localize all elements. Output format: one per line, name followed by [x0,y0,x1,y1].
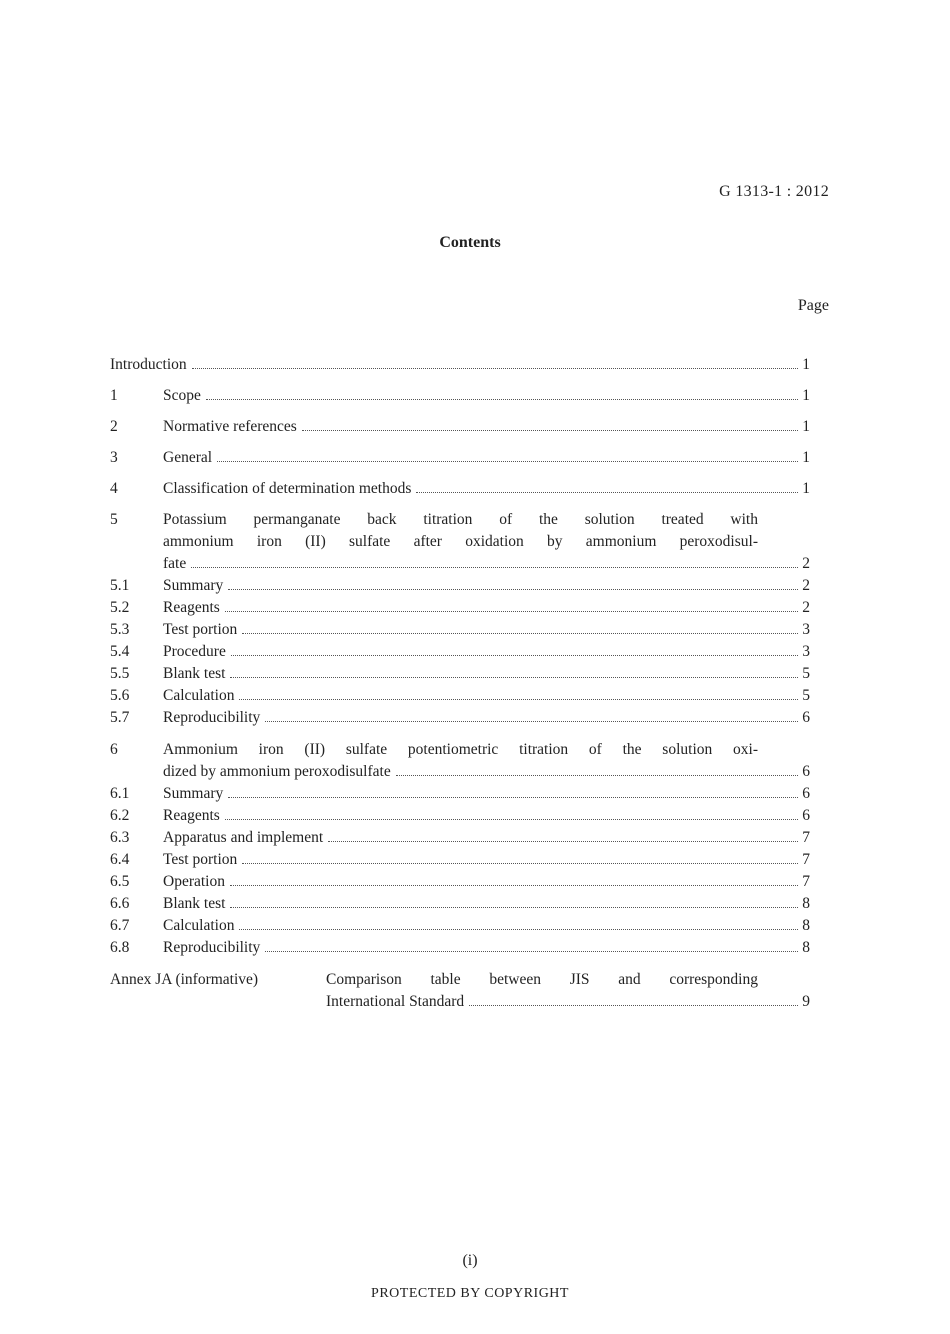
toc-page-number: 7 [802,873,810,890]
toc-entry-title: Summary [163,785,224,802]
toc-entry-title: Scope [163,387,201,404]
toc-section-number: 5.7 [110,709,130,726]
toc-section-6-number-row [110,741,170,763]
toc-entry-title: International Standard [326,993,465,1010]
toc-section-number: 1 [110,387,118,404]
dot-leader [469,1005,798,1006]
dot-leader [225,819,798,820]
toc-section-number: 5.2 [110,599,130,616]
page-column-label: Page [797,297,829,314]
toc-entry-5-7[interactable] [110,709,810,731]
toc-entry-6-1[interactable] [110,785,810,807]
toc-entry-scope[interactable] [110,387,810,409]
annex-title-line-1[interactable]: Comparison table between JIS and corresponding [326,971,758,988]
toc-entry-annex-ja[interactable] [326,993,810,1015]
toc-entry-general[interactable] [110,449,810,471]
toc-entry-5-4[interactable] [110,643,810,665]
dot-leader [192,368,798,369]
toc-page-number: 3 [802,643,810,660]
toc-entry-title: Operation [163,873,225,890]
toc-section-number: 5.6 [110,687,130,704]
toc-section-number: 5.1 [110,577,130,594]
toc-entry-title: Summary [163,577,224,594]
toc-section-5-number-row [110,511,170,533]
toc-page-number: 6 [802,807,810,824]
page-folio: (i) [462,1252,478,1269]
toc-entry-title: Introduction [110,356,187,373]
toc-entry-title: Blank test [163,895,226,912]
toc-page-number: 9 [802,993,810,1010]
toc-entry-6-5[interactable] [110,873,810,895]
toc-page-number: 1 [802,387,810,404]
dot-leader [239,699,798,700]
toc-section-5-title-line-1[interactable]: Potassium permanganate back titration of the solution treated with [163,511,758,528]
toc-page-number: 2 [802,577,810,594]
toc-section-number: 6.7 [110,917,130,934]
toc-entry-title: Reagents [163,599,220,616]
dot-leader [396,775,798,776]
dot-leader [230,677,798,678]
toc-section-number: 5.5 [110,665,130,682]
toc-page-number: 1 [802,449,810,466]
toc-page-number: 5 [802,665,810,682]
toc-entry-title: Apparatus and implement [163,829,324,846]
toc-entry-5-2[interactable] [110,599,810,621]
dot-leader [228,589,798,590]
toc-section-number: 6.5 [110,873,130,890]
toc-entry-5-5[interactable] [110,665,810,687]
toc-section-number: 5.4 [110,643,130,660]
toc-page-number: 7 [802,851,810,868]
toc-section-number: 6.1 [110,785,130,802]
toc-entry-title: dized by ammonium peroxodisulfate [163,763,391,780]
copyright-notice: PROTECTED BY COPYRIGHT [371,1286,569,1301]
toc-page-number: 1 [802,480,810,497]
toc-entry-title: General [163,449,213,466]
toc-section-number: 6.3 [110,829,130,846]
toc-section-5-title-line-2[interactable]: ammonium iron (II) sulfate after oxidation by ammonium peroxodisul- [163,533,758,550]
toc-entry-normative-references[interactable] [110,418,810,440]
toc-page-number: 6 [802,785,810,802]
toc-entry-5-6[interactable] [110,687,810,709]
dot-leader [328,841,798,842]
toc-section-number: 3 [110,449,118,466]
toc-entry-title: fate [163,555,187,572]
dot-leader [217,461,798,462]
annex-label: Annex JA (informative) [110,971,259,988]
toc-page-number: 3 [802,621,810,638]
toc-page-number: 2 [802,555,810,572]
toc-entry-title: Reagents [163,807,220,824]
toc-entry-5-3[interactable] [110,621,810,643]
toc-entry-5-1[interactable] [110,577,810,599]
toc-section-number: 5 [110,511,118,528]
toc-section-number: 4 [110,480,118,497]
toc-section-number: 6.2 [110,807,130,824]
standard-id: G 1313-1 : 2012 [719,183,829,200]
toc-entry-title: Classification of determination methods [163,480,412,497]
toc-page-number: 8 [802,917,810,934]
toc-entry-6-6[interactable] [110,895,810,917]
toc-entry-title: Normative references [163,418,297,435]
toc-entry-classification[interactable] [110,480,810,502]
toc-section-number: 6.6 [110,895,130,912]
dot-leader [242,863,798,864]
toc-page-number: 6 [802,763,810,780]
dot-leader [230,885,798,886]
toc-section-number: 5.3 [110,621,130,638]
toc-page-number: 8 [802,939,810,956]
toc-entry-introduction[interactable] [110,356,810,378]
dot-leader [242,633,798,634]
toc-entry-6-4[interactable] [110,851,810,873]
dot-leader [239,929,798,930]
toc-entry-title: Reproducibility [163,709,261,726]
toc-section-number: 6.8 [110,939,130,956]
dot-leader [302,430,798,431]
toc-page-number: 5 [802,687,810,704]
toc-entry-6-7[interactable] [110,917,810,939]
toc-page-number: 2 [802,599,810,616]
toc-page-number: 1 [802,356,810,373]
toc-entry-6-2[interactable] [110,807,810,829]
toc-entry-title: Calculation [163,687,235,704]
toc-entry-6-8[interactable] [110,939,810,961]
dot-leader [265,951,798,952]
toc-entry-section-5[interactable] [163,555,810,577]
dot-leader [206,399,798,400]
dot-leader [230,907,798,908]
toc-entry-section-6[interactable] [163,763,810,785]
toc-section-6-title-line-1[interactable]: Ammonium iron (II) sulfate potentiometric titration of the solution oxi- [163,741,758,758]
toc-entry-title: Reproducibility [163,939,261,956]
toc-section-number: 6 [110,741,118,758]
toc-section-number: 2 [110,418,118,435]
dot-leader [231,655,798,656]
toc-entry-title: Test portion [163,621,238,638]
toc-page-number: 7 [802,829,810,846]
toc-entry-title: Test portion [163,851,238,868]
page-title: Contents [439,234,501,251]
dot-leader [416,492,798,493]
dot-leader [225,611,798,612]
toc-entry-title: Procedure [163,643,226,660]
toc-entry-title: Blank test [163,665,226,682]
toc-page-number: 8 [802,895,810,912]
dot-leader [228,797,798,798]
toc-page-number: 1 [802,418,810,435]
toc-page-number: 6 [802,709,810,726]
dot-leader [265,721,798,722]
toc-section-number: 6.4 [110,851,130,868]
toc-entry-title: Calculation [163,917,235,934]
dot-leader [191,567,798,568]
toc-entry-6-3[interactable] [110,829,810,851]
